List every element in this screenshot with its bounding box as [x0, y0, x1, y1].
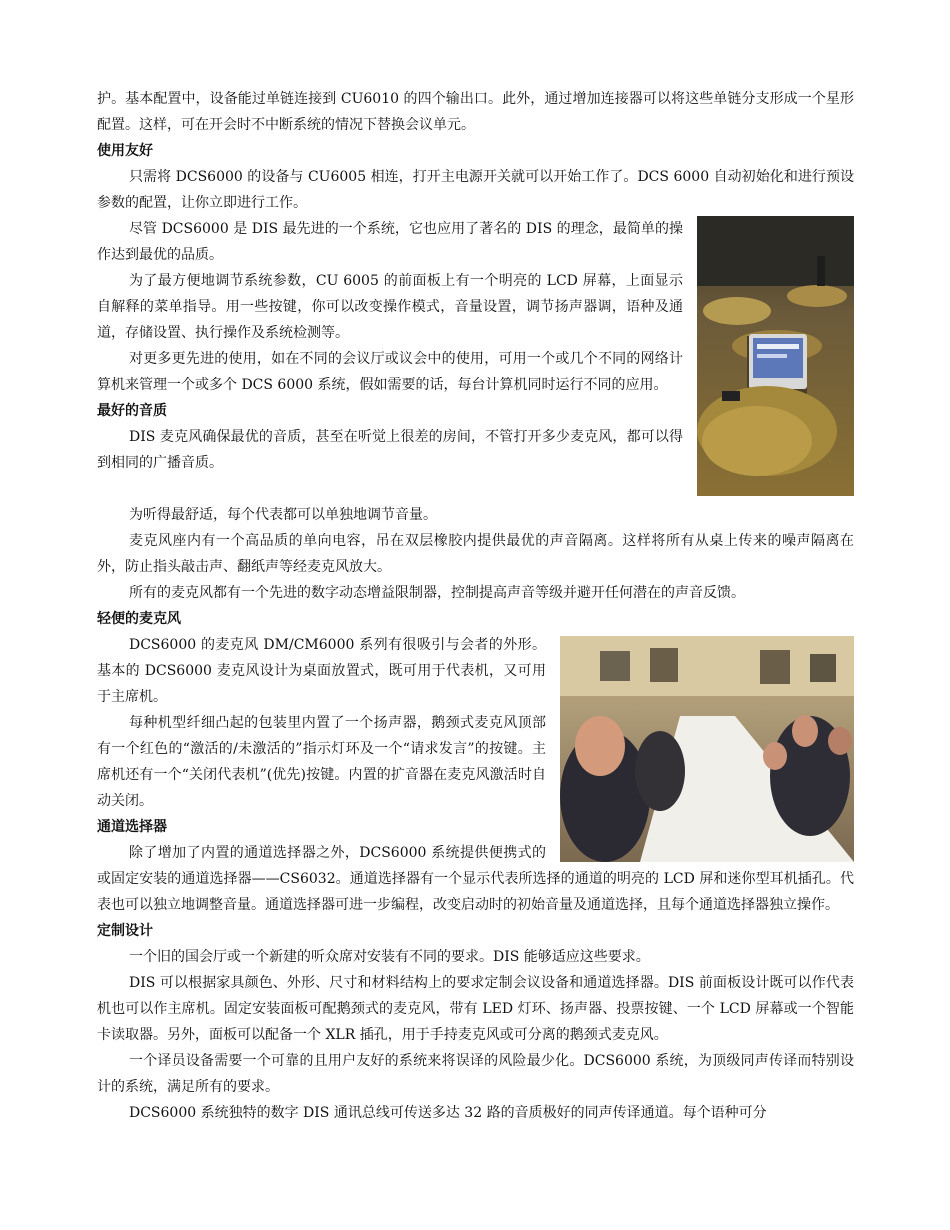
heading-channel-selector: 通道选择器	[97, 819, 167, 835]
paragraph: 只需将 DCS6000 的设备与 CU6005 相连，打开主电源开关就可以开始工作了。DCS 6000 自动初始化和进行预设参数的配置，让你立即进行工作。	[97, 169, 854, 211]
paragraph-intro: 护。基本配置中，设备能过单链连接到 CU6010 的四个输出口。此外，通过增加连接器可以将这些单链分支形成一个星形配置。这样，可在开会时不中断系统的情况下替换会议单元。	[97, 91, 854, 133]
paragraph: 一个译员设备需要一个可靠的且用户友好的系统来将误译的风险最少化。DCS6000 系统，为顶级同声传译而特别设计的系统，满足所有的要求。	[97, 1053, 854, 1095]
heading-custom-design: 定制设计	[97, 923, 153, 939]
paragraph: 一个旧的国会厅或一个新建的听众席对安装有不同的要求。DIS 能够适应这些要求。	[129, 949, 650, 965]
paragraph: 对更多更先进的使用，如在不同的会议厅或议会中的使用，可用一个或几个不同的网络计算机来管理一个或多个 DCS 6000 系统，假如需要的话，每台计算机同时运行不同的应用。	[97, 351, 683, 393]
conference-hall-photo	[697, 216, 854, 496]
paragraph: 尽管 DCS6000 是 DIS 最先进的一个系统，它也应用了著名的 DIS 的理念，最简单的操作达到最优的品质。	[97, 221, 683, 263]
heading-user-friendly: 使用友好	[97, 143, 153, 159]
paragraph: 为了最方便地调节系统参数，CU 6005 的前面板上有一个明亮的 LCD 屏幕，上面显示自解释的菜单指导。用一些按键，你可以改变操作模式，音量设置，调节扬声器调，语种及通道，存储设置、执行操作及系统检测等。	[97, 273, 683, 341]
meeting-table-photo	[560, 636, 854, 862]
paragraph: DCS6000 系统独特的数字 DIS 通讯总线可传送多达 32 路的音质极好的同声传译通道。每个语种可分	[129, 1105, 767, 1121]
paragraph: DIS 可以根据家具颜色、外形、尺寸和材料结构上的要求定制会议设备和通道选择器。DIS 前面板设计既可以作代表机也可以作主席机。固定安装面板可配鹅颈式的麦克风，带有 LED 灯环、扬声器、投票按键、一个 LCD 屏幕或一个智能卡读取器。另外，面板可以配备一个 XLR 插孔，用于手持麦克风或可分离的鹅颈式麦克风。	[97, 975, 854, 1043]
paragraph: 除了增加了内置的通道选择器之外，DCS6000 系统提供便携式的或固定安装的通道选择器——CS6032。通道选择器有一个显示代表所选择的通道的明亮的 LCD 屏和迷你型耳机插孔。代表也可以独立地调整音量。通道选择器可进一步编程，改变启动时的初始音量及通道选择，且每个通道选择器独立操作。	[97, 845, 854, 913]
paragraph: DIS 麦克风确保最优的音质，甚至在听觉上很差的房间，不管打开多少麦克风，都可以得到相同的广播音质。	[97, 429, 683, 471]
heading-microphone: 轻便的麦克风	[97, 611, 181, 627]
paragraph: 所有的麦克风都有一个先进的数字动态增益限制器，控制提高声音等级并避开任何潜在的声音反馈。	[129, 585, 745, 601]
paragraph: 麦克风座内有一个高品质的单向电容，吊在双层橡胶内提供最优的声音隔离。这样将所有从桌上传来的噪声隔离在外，防止指头敲击声、翻纸声等经麦克风放大。	[97, 533, 854, 575]
paragraph: 每种机型纤细凸起的包装里内置了一个扬声器，鹅颈式麦克风顶部有一个红色的“激活的/未激活的”指示灯环及一个“请求发言”的按键。主席机还有一个“关闭代表机”(优先)按键。内置的扩音器在麦克风激活时自动关闭。	[97, 715, 546, 809]
paragraph: 为听得最舒适，每个代表都可以单独地调节音量。	[129, 507, 437, 523]
heading-sound-quality: 最好的音质	[97, 403, 167, 419]
document-page	[97, 86, 854, 1126]
paragraph: DCS6000 的麦克风 DM/CM6000 系列有很吸引与会者的外形。基本的 DCS6000 麦克风设计为桌面放置式，既可用于代表机，又可用于主席机。	[97, 637, 546, 705]
